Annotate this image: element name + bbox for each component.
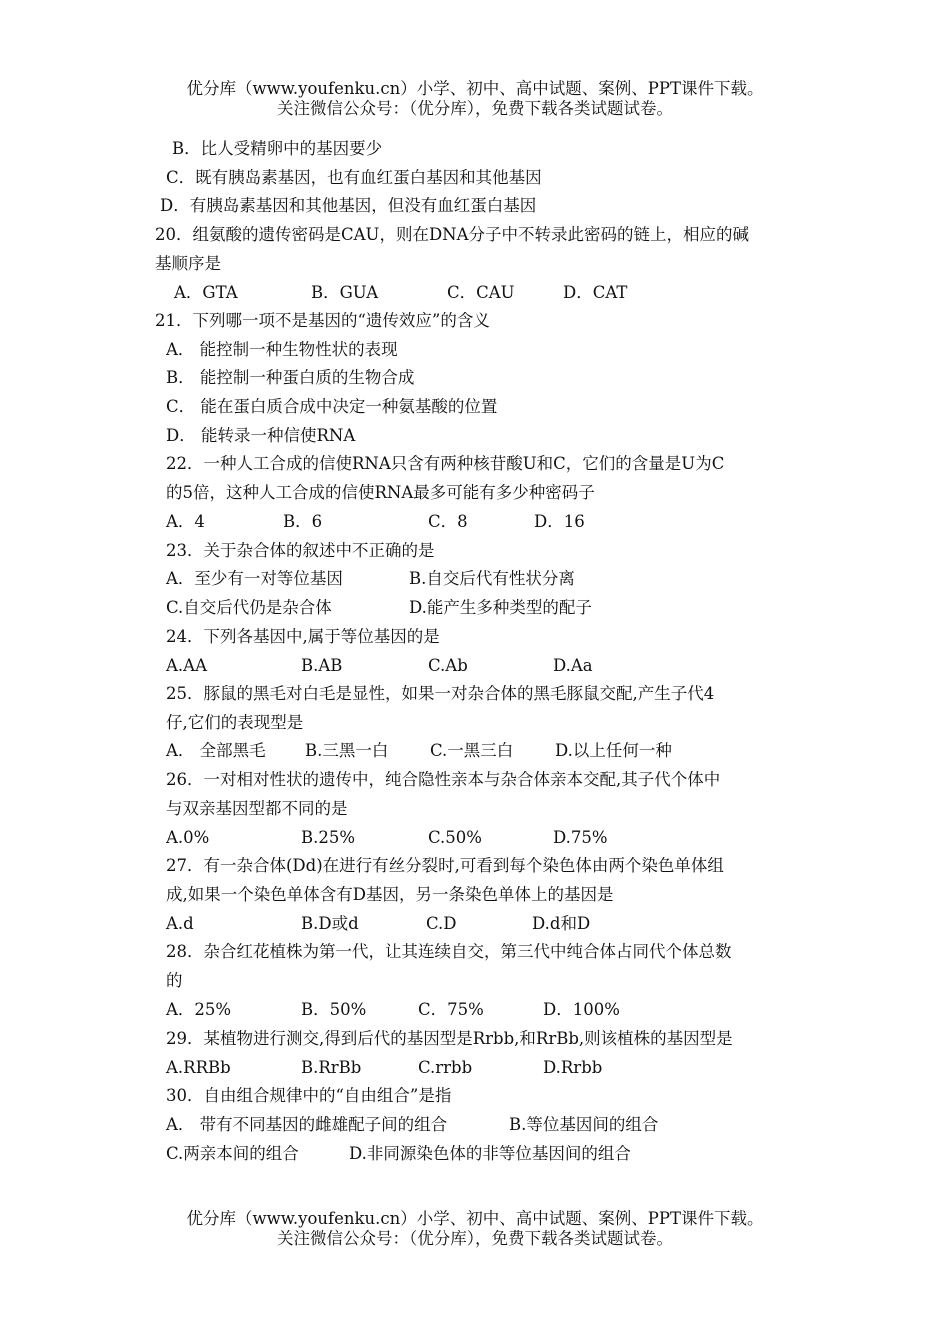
header-line-1: 优分库（www.youfenku.cn）小学、初中、高中试题、案例、PPT课件下载。 [186,79,764,98]
q25-stem-line-1: 25．豚鼠的黑毛对白毛是显性，如果一对杂合体的黑毛豚鼠交配,产生子代4 [166,684,715,703]
q30-stem: 30．自由组合规律中的“自由组合”是指 [166,1086,452,1105]
q29-option-b: B.RrBb [301,1058,362,1077]
q22-option-c: C．8 [428,512,468,531]
q26-stem-line-1: 26．一对相对性状的遗传中，纯合隐性亲本与杂合体亲本交配,其子代个体中 [166,770,721,789]
q20-option-d: D．CAT [563,283,628,302]
q28-option-d: D．100% [543,1000,620,1019]
q30-option-d: D.非同源染色体的非等位基因间的组合 [349,1144,631,1163]
q23-option-b: B.自交后代有性状分离 [409,569,575,588]
q21-option-d: D． 能转录一种信使RNA [166,426,356,445]
q29-option-d: D.Rrbb [543,1058,603,1077]
q21-option-b: B． 能控制一种蛋白质的生物合成 [166,368,415,387]
q26-option-d: D.75% [553,828,608,847]
q19-option-b: B．比人受精卵中的基因要少 [172,139,383,158]
q27-option-b: B.D或d [301,914,359,933]
q23-stem: 23．关于杂合体的叙述中不正确的是 [166,541,435,560]
q20-option-c: C．CAU [447,283,515,302]
q26-option-b: B.25% [301,828,356,847]
q19-option-d: D．有胰岛素基因和其他基因，但没有血红蛋白基因 [160,196,537,215]
q24-option-c: C.Ab [428,656,468,675]
q29-option-a: A.RRBb [166,1058,231,1077]
q29-stem: 29．某植物进行测交,得到后代的基因型是Rrbb,和RrBb,则该植株的基因型是 [166,1029,733,1048]
q27-stem-line-1: 27．有一杂合体(Dd)在进行有丝分裂时,可看到每个染色体由两个染色单体组 [166,856,724,875]
q21-option-a: A． 能控制一种生物性状的表现 [166,340,398,359]
footer-line-1: 优分库（www.youfenku.cn）小学、初中、高中试题、案例、PPT课件下载。 [186,1209,764,1228]
q24-stem: 24．下列各基因中,属于等位基因的是 [166,627,440,646]
q27-stem-line-2: 成,如果一个染色单体含有D基因，另一条染色单体上的基因是 [166,885,614,904]
q23-option-d: D.能产生多种类型的配子 [409,598,592,617]
q22-stem-line-1: 22．一种人工合成的信使RNA只含有两种核苷酸U和C，它们的含量是U为C [166,454,725,473]
q25-option-d: D.以上任何一种 [555,741,672,760]
q20-option-b: B．GUA [311,283,379,302]
q21-stem: 21．下列哪一项不是基因的“遗传效应”的含义 [155,311,490,330]
q24-option-b: B.AB [301,656,343,675]
q20-stem-line-1: 20．组氨酸的遗传密码是CAU，则在DNA分子中不转录此密码的链上，相应的碱 [155,225,750,244]
q28-option-c: C．75% [418,1000,484,1019]
q27-option-c: C.D [426,914,457,933]
q28-option-b: B．50% [301,1000,367,1019]
q26-option-c: C.50% [428,828,482,847]
q19-option-c: C．既有胰岛素基因，也有血红蛋白基因和其他基因 [166,168,542,187]
q27-option-d: D.d和D [532,914,591,933]
header-line-2: 关注微信公众号：（优分库），免费下载各类试题试卷。 [277,99,673,118]
q30-option-c: C.两亲本间的组合 [166,1144,299,1163]
q23-option-a: A．至少有一对等位基因 [166,569,343,588]
q28-option-a: A．25% [166,1000,232,1019]
footer-line-2: 关注微信公众号：（优分库），免费下载各类试题试卷。 [277,1229,673,1248]
q22-option-d: D．16 [534,512,585,531]
q27-option-a: A.d [166,914,194,933]
q24-option-d: D.Aa [553,656,593,675]
q30-option-b: B.等位基因间的组合 [509,1115,659,1134]
q24-option-a: A.AA [166,656,207,675]
q23-option-c: C.自交后代仍是杂合体 [166,598,332,617]
q22-stem-line-2: 的5倍，这种人工合成的信使RNA最多可能有多少种密码子 [166,483,595,502]
q25-stem-line-2: 仔,它们的表现型是 [166,713,304,732]
q29-option-c: C.rrbb [418,1058,473,1077]
q22-option-a: A．4 [166,512,205,531]
q28-stem-line-1: 28．杂合红花植株为第一代，让其连续自交，第三代中纯合体占同代个体总数 [166,942,732,961]
q26-option-a: A.0% [166,828,210,847]
q22-option-b: B．6 [283,512,323,531]
q20-option-a: A．GTA [174,283,238,302]
q28-stem-line-2: 的 [166,971,183,990]
q25-option-a: A． 全部黑毛 [166,741,266,760]
q25-option-b: B.三黑一白 [305,741,389,760]
q20-stem-line-2: 基顺序是 [155,254,221,273]
q25-option-c: C.一黑三白 [430,741,514,760]
q30-option-a: A． 带有不同基因的雌雄配子间的组合 [166,1115,448,1134]
q26-stem-line-2: 与双亲基因型都不同的是 [166,799,348,818]
q21-option-c: C． 能在蛋白质合成中决定一种氨基酸的位置 [166,397,498,416]
